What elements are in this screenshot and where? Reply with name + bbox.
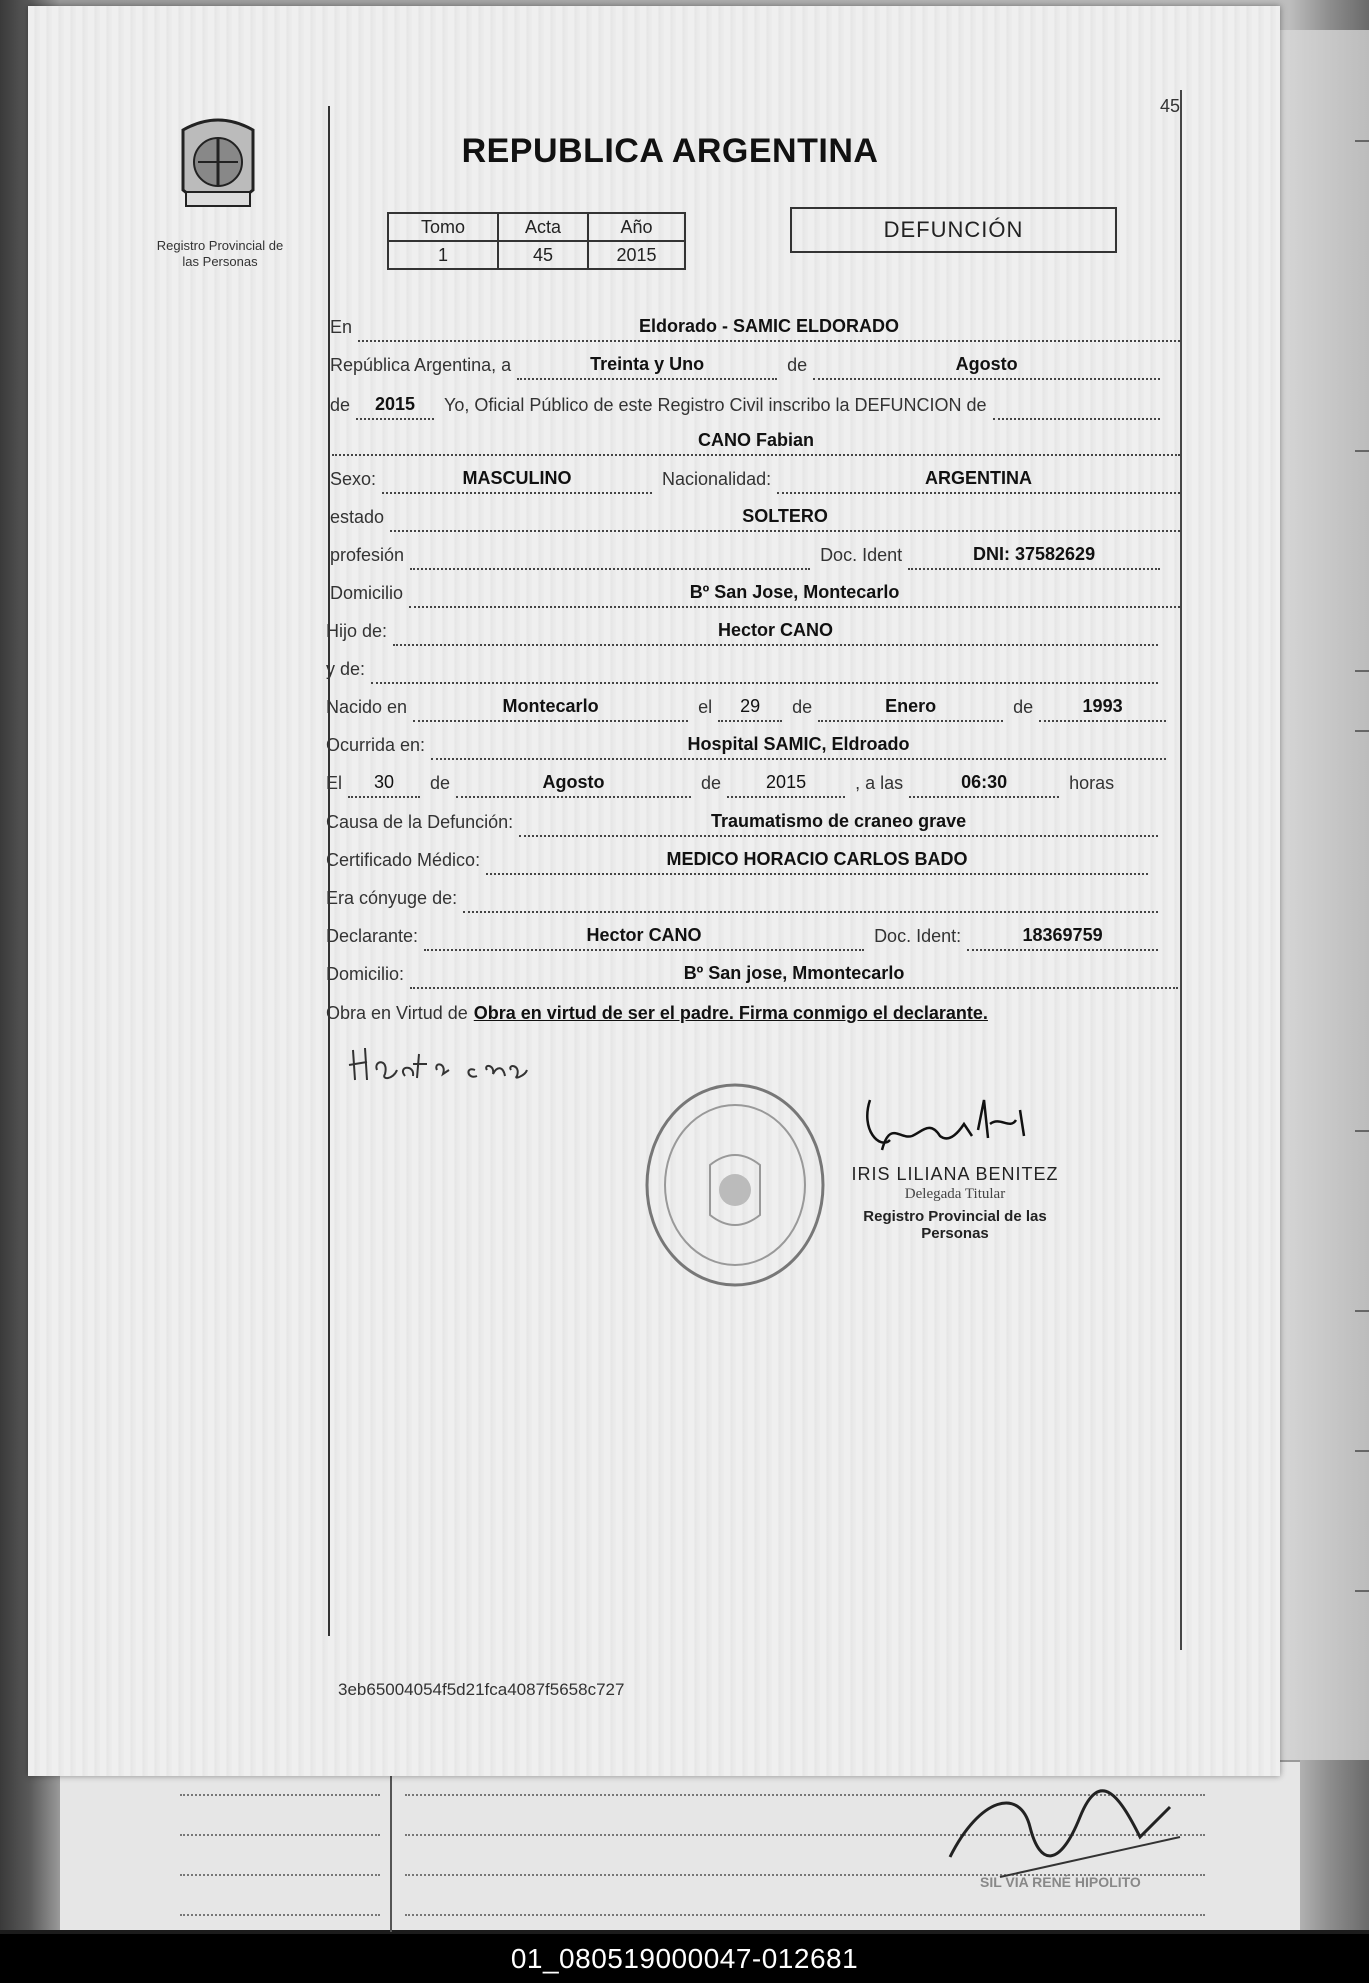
header-tomo: Tomo: [388, 213, 498, 241]
underlying-page: [60, 1760, 1300, 1930]
underpage-signature: [940, 1777, 1220, 1897]
field-sexo: MASCULINO: [382, 468, 652, 494]
adjacent-page-edge: [1270, 30, 1369, 1760]
row-name: [326, 424, 1186, 456]
page-number: 45: [1160, 96, 1181, 116]
row-death-date: El 30 de Agosto de 2015 , a las 06:30 horas: [322, 766, 1172, 798]
field-death-time: 06:30: [909, 772, 1059, 798]
officer-role: Delegada Titular: [904, 1186, 1006, 1202]
field-domicilio: Bº San Jose, Montecarlo: [409, 582, 1180, 608]
field-place: Eldorado - SAMIC ELDORADO: [358, 316, 1180, 342]
field-conyuge: [463, 908, 1158, 913]
row-causa: Causa de la Defunción: Traumatismo de craneo grave: [322, 805, 1164, 837]
registry-table: [387, 212, 686, 270]
field-estado: SOLTERO: [390, 506, 1180, 532]
field-day: Treinta y Uno: [517, 354, 777, 380]
row-conyuge: Era cónyuge de:: [322, 881, 1164, 913]
row-en: En Eldorado - SAMIC ELDORADO: [326, 310, 1186, 342]
value-ano: 2015: [588, 241, 685, 269]
field-deceased-name: CANO Fabian: [332, 430, 1180, 456]
row-declarante: Declarante: Hector CANO Doc. Ident: 18369759: [322, 919, 1164, 951]
act-type-box: DEFUNCIÓN: [790, 207, 1117, 253]
field-defuncion-blank: [993, 415, 1160, 420]
officer-org: Registro Provincial de las Personas: [863, 1208, 1047, 1242]
row-estado: estado SOLTERO: [326, 500, 1186, 532]
row-hijo: Hijo de: Hector CANO: [322, 614, 1164, 646]
field-declarante-domicilio: Bº San jose, Mmontecarlo: [410, 963, 1178, 989]
row-decl-domicilio: Domicilio: Bº San jose, Mmontecarlo: [322, 957, 1184, 989]
field-month: Agosto: [813, 354, 1160, 380]
row-certificado: Certificado Médico: MEDICO HORACIO CARLOS BADO: [322, 843, 1154, 875]
field-death-month: Agosto: [456, 772, 691, 798]
row-yde: y de:: [322, 652, 1164, 684]
field-nacionalidad: ARGENTINA: [777, 468, 1180, 494]
field-birth-year: 1993: [1039, 696, 1166, 722]
row-profesion: profesión Doc. Ident DNI: 37582629: [326, 538, 1166, 570]
row-republica: República Argentina, a Treinta y Uno de Agosto: [326, 348, 1166, 380]
country-title: REPUBLICA ARGENTINA: [461, 132, 879, 170]
field-certificado: MEDICO HORACIO CARLOS BADO: [486, 849, 1148, 875]
row-ocurrida: Ocurrida en: Hospital SAMIC, Eldroado: [322, 728, 1172, 760]
field-nacido: Montecarlo: [413, 696, 688, 722]
row-domicilio: Domicilio Bº San Jose, Montecarlo: [326, 576, 1186, 608]
field-death-year: 2015: [727, 772, 845, 798]
officer-name: IRIS LILIANA BENITEZ: [851, 1164, 1059, 1184]
value-tomo: 1: [388, 241, 498, 269]
field-profesion: [410, 565, 810, 570]
field-yde: [371, 679, 1158, 684]
official-stamp-icon: [640, 1075, 840, 1295]
officer-signature: [860, 1080, 1050, 1160]
declarant-signature: [345, 1040, 545, 1090]
field-birth-day: 29: [718, 696, 782, 722]
field-hijo: Hector CANO: [393, 620, 1158, 646]
scan-footer-id: 01_080519000047-012681: [0, 1934, 1369, 1983]
field-obra: Obra en virtud de ser el padre. Firma conmigo el declarante.: [473, 1003, 988, 1023]
field-declarante-doc: 18369759: [967, 925, 1158, 951]
field-doc-ident: DNI: 37582629: [908, 544, 1160, 570]
underpage-stamp-text: SIL VIA RENÉ HIPOLITO: [980, 1874, 1141, 1890]
row-sexo: Sexo: MASCULINO Nacionalidad: ARGENTINA: [326, 462, 1186, 494]
field-birth-month: Enero: [818, 696, 1003, 722]
field-declarante: Hector CANO: [424, 925, 864, 951]
header-acta: Acta: [498, 213, 588, 241]
value-acta: 45: [498, 241, 588, 269]
document-hash: 3eb65004054f5d21fca4087f5658c727: [338, 1680, 625, 1699]
row-nacido: Nacido en Montecarlo el 29 de Enero de 1993: [322, 690, 1172, 722]
row-year: de 2015 Yo, Oficial Público de este Registro Civil inscribo la DEFUNCION de: [326, 388, 1166, 420]
field-year: 2015: [356, 394, 434, 420]
field-ocurrida: Hospital SAMIC, Eldroado: [431, 734, 1166, 760]
header-ano: Año: [588, 213, 685, 241]
seal-caption: Registro Provincial de las Personas: [156, 238, 284, 269]
row-obra: Obra en Virtud de Obra en virtud de ser el padre. Firma conmigo el declarante.: [322, 996, 1164, 1028]
field-death-day: 30: [348, 772, 420, 798]
field-causa: Traumatismo de craneo grave: [519, 811, 1158, 837]
province-seal-icon: [168, 110, 268, 225]
